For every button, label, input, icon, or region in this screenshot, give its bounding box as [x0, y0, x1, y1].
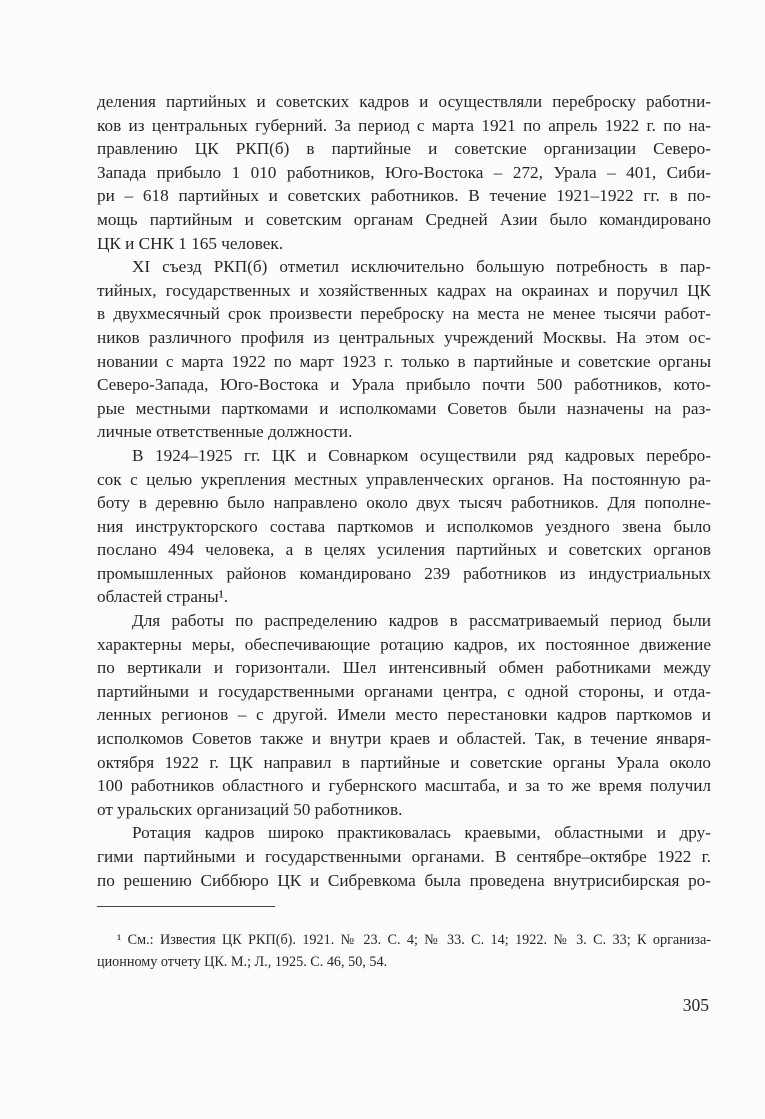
text-line: Северо-Запада, Юго-Востока и Урала прибыло почти 500 работников, кото- — [97, 375, 711, 395]
text-line: областей страны¹. — [97, 587, 229, 607]
text-line: по вертикали и горизонтали. Шел интенсивный обмен работниками между — [97, 658, 711, 678]
text-line: ЦК и СНК 1 165 человек. — [97, 233, 284, 253]
text-line: 100 работников областного и губернского масштаба, и за то же время получил — [97, 776, 711, 796]
text-line: XI съезд РКП(б) отметил исключительно большую потребность в пар- — [132, 257, 711, 277]
text-line: ри – 618 партийных и советских работников. В течение 1921–1922 гг. в по- — [97, 186, 711, 206]
text-line: в двухмесячный срок произвести переброску на места не менее тысячи работ- — [97, 304, 711, 324]
footnote-line: ционному отчету ЦК. М.; Л., 1925. С. 46, 50, 54. — [97, 954, 388, 970]
footnote-divider — [97, 906, 275, 907]
text-line: ков из центральных губерний. За период с марта 1921 по апрель 1922 г. по на- — [97, 115, 711, 135]
footnote — [97, 929, 711, 973]
paragraph — [97, 821, 711, 892]
text-line: исполкомов Советов также и внутри краев и областей. Так, в течение января- — [97, 729, 711, 749]
page-number: 305 — [682, 995, 709, 1015]
text-line: новании с марта 1922 по март 1923 г. только в партийные и советские органы — [97, 351, 711, 371]
text-line: сок с целью укрепления местных управленческих органов. На постоянную ра- — [97, 469, 711, 489]
body-text — [97, 90, 711, 892]
paragraph — [97, 444, 711, 609]
text-line: промышленных районов командировано 239 работников из индустриальных — [97, 563, 711, 583]
text-line: В 1924–1925 гг. ЦК и Совнарком осуществили ряд кадровых перебро- — [132, 445, 711, 465]
text-line: от уральских организаций 50 работников. — [97, 799, 403, 819]
text-line: по решению Сиббюро ЦК и Сибревкома была проведена внутрисибирская ро- — [97, 870, 711, 890]
text-line: деления партийных и советских кадров и осуществляли переброску работни- — [97, 92, 711, 111]
text-line: характерны меры, обеспечивающие ротацию кадров, их постоянное движение — [97, 634, 711, 654]
paragraph — [97, 90, 711, 255]
paragraph — [97, 609, 711, 821]
text-line: правлению ЦК РКП(б) в партийные и советские организации Северо- — [97, 139, 711, 159]
text-line: мощь партийным и советским органам Средней Азии было командировано — [97, 209, 711, 229]
text-line: Для работы по распределению кадров в рассматриваемый период были — [132, 611, 711, 631]
text-line: тийных, государственных и хозяйственных кадрах на окраинах и поручил ЦК — [97, 280, 711, 300]
footnote-line: ¹ См.: Известия ЦК РКП(б). 1921. № 23. С. 4; № 33. С. 14; 1922. № 3. С. 33; К организа- — [117, 932, 711, 948]
text-line: послано 494 человека, а в целях усиления партийных и советских органов — [97, 540, 711, 560]
text-line: гими партийными и государственными органами. В сентябре–октябре 1922 г. — [97, 847, 711, 866]
text-line: боту в деревню было направлено около двух тысяч работников. Для пополне- — [97, 493, 711, 513]
text-line: октября 1922 г. ЦК направил в партийные и советские органы Урала около — [97, 752, 711, 772]
text-line: личные ответственные должности. — [97, 422, 353, 442]
text-line: ников различного профиля из центральных учреждений Москвы. На этом ос- — [97, 327, 711, 347]
text-line: рые местными парткомами и исполкомами Советов были назначены на раз- — [97, 398, 711, 418]
text-line: ленных регионов – с другой. Имели место перестановки кадров парткомов и — [97, 705, 711, 725]
paragraph — [97, 255, 711, 444]
text-line: партийными и государственными органами центра, с одной стороны, и отда- — [97, 681, 711, 701]
text-line: Ротация кадров широко практиковалась краевыми, областными и дру- — [132, 823, 711, 843]
text-line: ния инструкторского состава парткомов и исполкомов уездного звена было — [97, 516, 711, 536]
text-line: Запада прибыло 1 010 работников, Юго-Востока – 272, Урала – 401, Сиби- — [97, 162, 711, 182]
